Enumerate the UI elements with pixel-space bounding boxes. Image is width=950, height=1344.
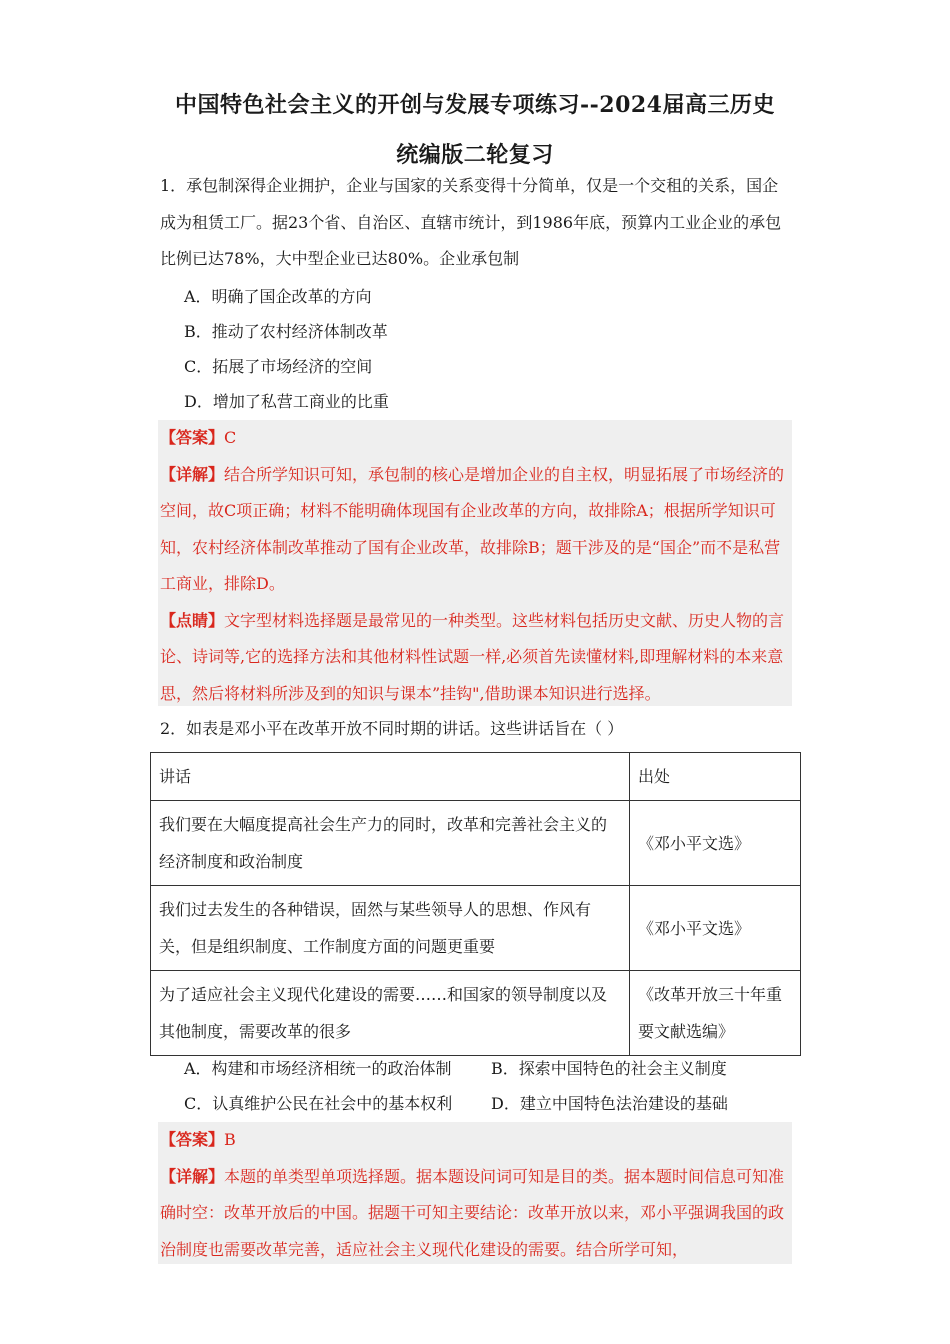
answer-value: C bbox=[224, 428, 237, 447]
question-1-tip bbox=[160, 603, 790, 713]
table-cell-speech: 为了适应社会主义现代化建设的需要……和国家的领导制度以及其他制度，需要改革的很多 bbox=[151, 971, 630, 1056]
question-2-option-b: B．探索中国特色的社会主义制度 bbox=[491, 1059, 727, 1078]
table-cell-source: 《邓小平文选》 bbox=[630, 886, 801, 971]
question-2-option-c: C．认真维护公民在社会中的基本权利 bbox=[184, 1094, 453, 1113]
page-title-line-1: 中国特色社会主义的开创与发展专项练习--2024届高三历史 bbox=[175, 92, 775, 118]
table-cell-source: 《邓小平文选》 bbox=[630, 801, 801, 886]
question-1-option-a: A．明确了国企改革的方向 bbox=[184, 287, 372, 306]
question-2-option-a: A．构建和市场经济相统一的政治体制 bbox=[184, 1059, 452, 1078]
question-2-detail bbox=[160, 1159, 790, 1265]
table-header-cell: 出处 bbox=[630, 753, 801, 801]
question-1-answer-block bbox=[158, 420, 792, 706]
question-1-stem: 1．承包制深得企业拥护，企业与国家的关系变得十分简单，仅是一个交租的关系，国企成为租赁工厂。据23个省、自治区、直辖市统计，到1986年底，预算内工业企业的承包比例已达78%，大中型企业已达80%。企业承包制 bbox=[160, 176, 782, 268]
table-row bbox=[151, 886, 801, 971]
answer-tag: 【答案】 bbox=[160, 428, 225, 447]
question-1-option-b: B．推动了农村经济体制改革 bbox=[184, 322, 388, 341]
detail-text: 本题的单类型单项选择题。据本题设问词可知是目的类。据本题时间信息可知准确时空：改革开放后的中国。据题干可知主要结论：改革开放以来，邓小平强调我国的政治制度也需要改革完善，适应社会主义现代化建设的需要。结合所学可知， bbox=[160, 1166, 785, 1259]
detail-tag: 【详解】 bbox=[160, 1166, 225, 1186]
question-1-answer bbox=[160, 420, 790, 457]
question-1-option-d: D．增加了私营工商业的比重 bbox=[184, 392, 389, 411]
detail-tag: 【详解】 bbox=[160, 464, 225, 484]
detail-text: 结合所学知识可知，承包制的核心是增加企业的自主权，明显拓展了市场经济的空间，故C项正确；材料不能明确体现国有企业改革的方向，故排除A；根据所学知识可知，农村经济体制改革推动了国有企业改革，故排除B；题干涉及的是“国企”而不是私营工商业，排除D。 bbox=[160, 464, 785, 593]
table-cell-speech: 我们过去发生的各种错误，固然与某些领导人的思想、作风有关，但是组织制度、工作制度方面的问题更重要 bbox=[151, 886, 630, 971]
answer-value: B bbox=[224, 1130, 236, 1149]
table-header-row bbox=[151, 753, 801, 801]
table-cell-speech: 我们要在大幅度提高社会生产力的同时，改革和完善社会主义的经济制度和政治制度 bbox=[151, 801, 630, 886]
question-1-option-c: C．拓展了市场经济的空间 bbox=[184, 357, 373, 376]
table-header-cell: 讲话 bbox=[151, 753, 630, 801]
question-2-stem: 2．如表是邓小平在改革开放不同时期的讲话。这些讲话旨在（ ） bbox=[160, 719, 624, 738]
table-cell-source: 《改革开放三十年重要文献选编》 bbox=[630, 971, 801, 1056]
page-title-line-2: 统编版二轮复习 bbox=[396, 142, 554, 168]
question-2-answer-block bbox=[158, 1122, 792, 1264]
table-row bbox=[151, 801, 801, 886]
question-1-detail bbox=[160, 457, 790, 603]
question-2-option-d: D．建立中国特色法治建设的基础 bbox=[491, 1094, 728, 1113]
question-2-answer bbox=[160, 1122, 790, 1159]
tip-text: 文字型材料选择题是最常见的一种类型。这些材料包括历史文献、历史人物的言论、诗词等,它的选择方法和其他材料性试题一样,必须首先读懂材料,即理解材料的本来意思，然后将材料所涉及到的知识与课本”挂钩",借助课本知识进行选择。 bbox=[160, 610, 785, 703]
answer-tag: 【答案】 bbox=[160, 1130, 225, 1149]
table-row bbox=[151, 971, 801, 1056]
tip-tag: 【点睛】 bbox=[160, 610, 225, 630]
speech-table bbox=[150, 752, 801, 1056]
